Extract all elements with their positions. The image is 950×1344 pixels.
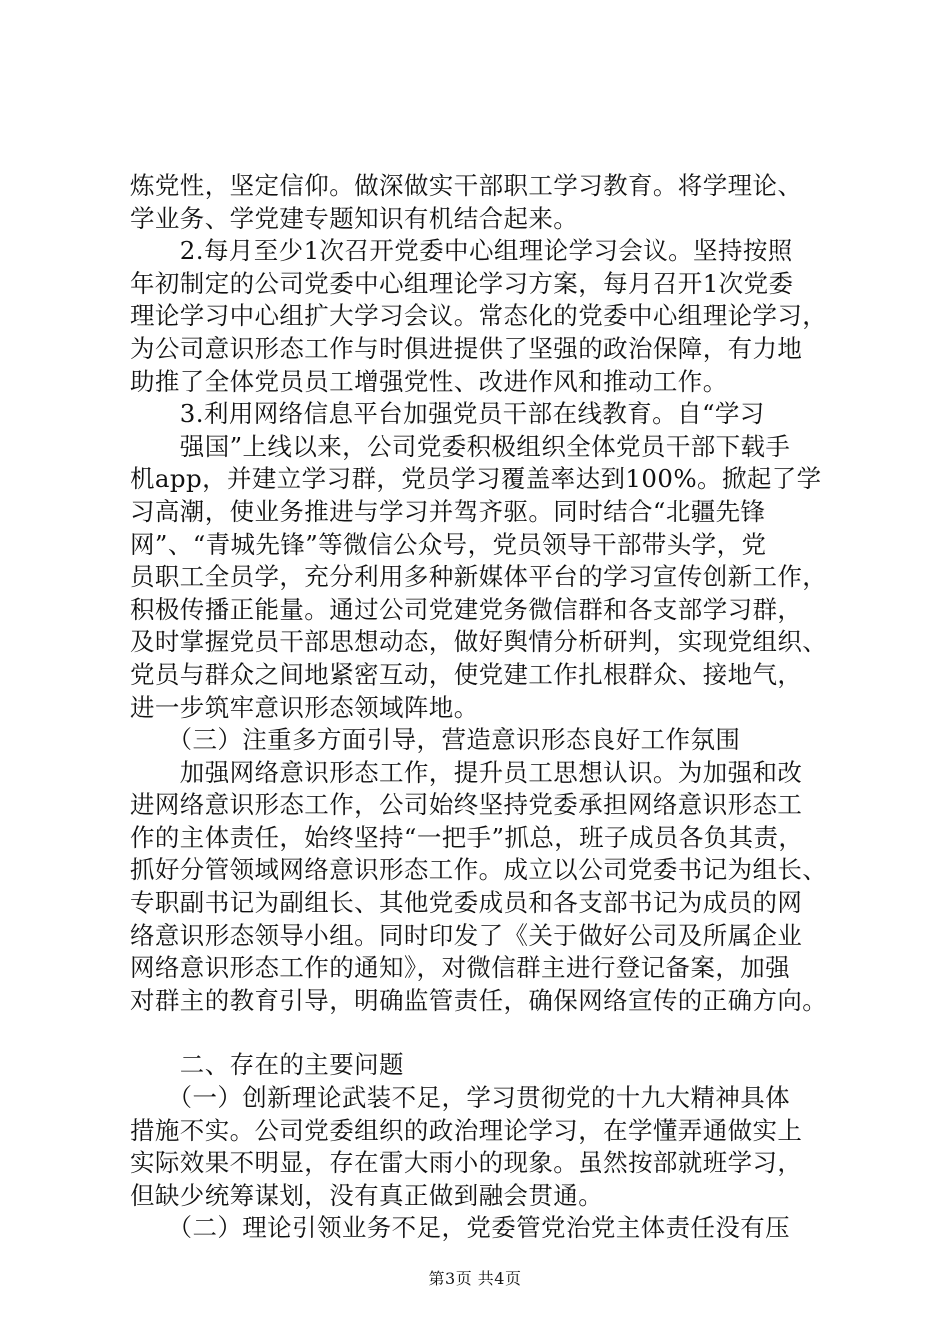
text-line: 络意识形态领导小组。同时印发了《关于做好公司及所属企业 [130, 920, 803, 950]
text-line: 专职副书记为副组长、其他党委成员和各支部书记为成员的网 [130, 888, 803, 918]
text-line: 党员与群众之间地紧密互动，使党建工作扎根群众、接地气， [130, 659, 803, 689]
text-line: 习高潮，使业务推进与学习并驾齐驱。同时结合“北疆先锋 [130, 496, 766, 526]
text-line: 及时掌握党员干部思想动态，做好舆情分析研判，实现党组织、 [130, 627, 828, 657]
text-line: 实际效果不明显，存在雷大雨小的现象。虽然按部就班学习， [130, 1148, 803, 1178]
text-line: 为公司意识形态工作与时俱进提供了坚强的政治保障，有力地 [130, 333, 803, 363]
page-footer: 第3页 共4页 [428, 1269, 522, 1288]
text-line: 作的主体责任，始终坚持“一把手”抓总，班子成员各负其责， [130, 822, 804, 852]
text-line: 进一步筑牢意识形态领域阵地。 [130, 692, 479, 722]
text-line: 但缺少统筹谋划，没有真正做到融会贯通。 [130, 1180, 604, 1210]
text-line: 理论学习中心组扩大学习会议。常态化的党委中心组理论学习， [130, 301, 828, 331]
text-line: 网”、“青城先锋”等微信公众号，党员领导干部带头学，党 [130, 529, 767, 559]
document-body [130, 170, 845, 1245]
text-line: （二）理论引领业务不足，党委管党治党主体责任没有压 [130, 1213, 791, 1243]
section-heading: 二、存在的主要问题 [130, 1050, 404, 1080]
text-line: 对群主的教育引导，明确监管责任，确保网络宣传的正确方向。 [130, 985, 828, 1015]
text-line: 助推了全体党员员工增强党性、改进作风和推动工作。 [130, 366, 728, 396]
text-line: 炼党性，坚定信仰。做深做实干部职工学习教育。将学理论、 [130, 171, 803, 200]
text-line: 进网络意识形态工作，公司始终坚持党委承担网络意识形态工 [130, 790, 803, 820]
text-line: 加强网络意识形态工作，提升员工思想认识。为加强和改 [130, 757, 803, 787]
text-line: 3.利用网络信息平台加强党员干部在线教育。自“学习 [130, 399, 765, 429]
text-line: 抓好分管领域网络意识形态工作。成立以公司党委书记为组长、 [130, 855, 828, 885]
text-line: （一）创新理论武装不足，学习贯彻党的十九大精神具体 [130, 1083, 791, 1113]
text-line: 机app，并建立学习群，党员学习覆盖率达到100%。掀起了学 [130, 464, 822, 494]
section-heading: （三）注重多方面引导，营造意识形态良好工作氛围 [130, 725, 741, 755]
text-line: 2.每月至少1次召开党委中心组理论学习会议。坚持按照 [130, 236, 793, 266]
text-line: 网络意识形态工作的通知》，对微信群主进行登记备案，加强 [130, 953, 791, 983]
paragraph-gap [130, 1017, 845, 1049]
text-line: 措施不实。公司党委组织的政治理论学习，在学懂弄通做实上 [130, 1115, 803, 1145]
text-line: 强国”上线以来，公司党委积极组织全体党员干部下载手 [130, 431, 791, 461]
text-line: 学业务、学党建专题知识有机结合起来。 [130, 203, 579, 233]
text-line: 年初制定的公司党委中心组理论学习方案，每月召开1次党委 [130, 268, 794, 298]
text-line: 积极传播正能量。通过公司党建党务微信群和各支部学习群， [130, 594, 803, 624]
text-line: 员职工全员学，充分利用多种新媒体平台的学习宣传创新工作， [130, 562, 828, 592]
